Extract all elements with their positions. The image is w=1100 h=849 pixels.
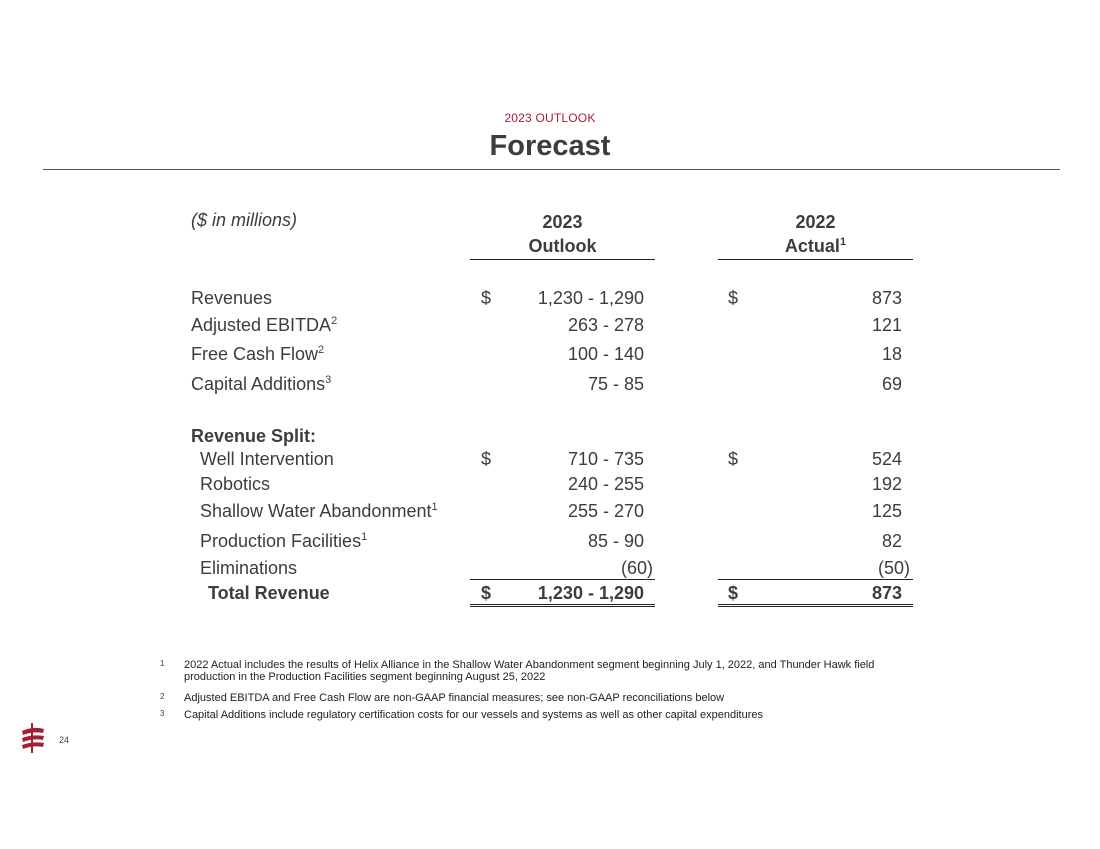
footnote-number: 3 bbox=[160, 709, 165, 718]
section-eyebrow: 2023 OUTLOOK bbox=[504, 111, 596, 125]
dollar-sign: $ bbox=[481, 583, 492, 603]
outlook-value: 255 - 270 bbox=[567, 501, 644, 521]
subtotal-rule bbox=[470, 579, 655, 580]
row-label-eliminations: Eliminations bbox=[200, 558, 298, 578]
row-label-well-intervention: Well Intervention bbox=[200, 449, 334, 469]
row-label-robotics: Robotics bbox=[200, 474, 271, 494]
helix-logo-icon bbox=[19, 723, 47, 753]
row-label-free-cash-flow: Free Cash Flow$^2$ bbox=[191, 344, 325, 364]
dollar-sign: $ bbox=[481, 449, 492, 469]
row-label-adjusted-ebitda: Adjusted EBITDA$^2$ bbox=[191, 315, 338, 335]
outlook-value: 240 - 255 bbox=[567, 474, 644, 494]
units-label: ($ in millions) bbox=[191, 210, 298, 230]
actual-value: 192 bbox=[871, 474, 902, 494]
actual-value: 873 bbox=[871, 288, 902, 308]
footnote-ref: 1 bbox=[839, 236, 847, 248]
outlook-value: 263 - 278 bbox=[567, 315, 644, 335]
revenue-split-heading: Revenue Split: bbox=[191, 426, 317, 446]
outlook-value: 710 - 735 bbox=[567, 449, 644, 469]
footnote-number: 1 bbox=[160, 659, 165, 668]
footnote-number: 2 bbox=[160, 692, 165, 701]
column-header-underline bbox=[718, 259, 913, 260]
row-label-capital-additions: Capital Additions$^3$ bbox=[191, 374, 332, 394]
outlook-value: 75 - 85 bbox=[587, 374, 644, 394]
outlook-value: 1,230 - 1,290 bbox=[537, 288, 644, 308]
actual-value: 121 bbox=[871, 315, 902, 335]
title-divider bbox=[43, 169, 1060, 170]
page-number: 24 bbox=[59, 735, 70, 745]
column-header-outlook bbox=[470, 210, 655, 258]
column-header-outlook-year: 2023 bbox=[542, 212, 583, 232]
column-header-underline bbox=[470, 259, 655, 260]
total-double-rule bbox=[470, 604, 655, 607]
row-label-shallow-water-abandonment: Shallow Water Abandonment$^1$ bbox=[200, 501, 438, 521]
total-double-rule bbox=[718, 604, 913, 607]
dollar-sign: $ bbox=[728, 449, 739, 469]
outlook-value: 100 - 140 bbox=[567, 344, 644, 364]
total-outlook-value: 1,230 - 1,290 bbox=[537, 583, 644, 603]
row-label-total-revenue: Total Revenue bbox=[208, 583, 330, 603]
column-header-actual bbox=[718, 210, 913, 258]
actual-value: (50) bbox=[877, 558, 910, 578]
footnote-text: 2022 Actual includes the results of Helix Alliance in the Shallow Water Abandonment segment beginning July 1, 2022, and Thunder Hawk field production in the Production Facilities segment beginning August 25, 2022 bbox=[184, 659, 875, 683]
dollar-sign: $ bbox=[481, 288, 492, 308]
column-header-outlook-label: Outlook bbox=[528, 236, 597, 256]
actual-value: 69 bbox=[881, 374, 902, 394]
subtotal-rule bbox=[718, 579, 913, 580]
row-label-production-facilities: Production Facilities$^1$ bbox=[200, 531, 368, 551]
dollar-sign: $ bbox=[728, 583, 739, 603]
page-title: Forecast bbox=[489, 130, 611, 162]
actual-value: 18 bbox=[881, 344, 902, 364]
row-label-revenues: Revenues bbox=[191, 288, 273, 308]
footnote-text: Adjusted EBITDA and Free Cash Flow are non-GAAP financial measures; see non-GAAP reconciliations below bbox=[184, 692, 725, 704]
actual-value: 524 bbox=[871, 449, 902, 469]
footnote-text: Capital Additions include regulatory certification costs for our vessels and systems as well as other capital expenditures bbox=[184, 709, 764, 721]
column-header-actual-label: Actual$^1$ bbox=[784, 236, 847, 256]
outlook-value: (60) bbox=[620, 558, 653, 578]
actual-value: 125 bbox=[871, 501, 902, 521]
outlook-value: 85 - 90 bbox=[587, 531, 644, 551]
dollar-sign: $ bbox=[728, 288, 739, 308]
total-actual-value: 873 bbox=[871, 583, 902, 603]
column-header-actual-year: 2022 bbox=[795, 212, 836, 232]
actual-value: 82 bbox=[881, 531, 902, 551]
